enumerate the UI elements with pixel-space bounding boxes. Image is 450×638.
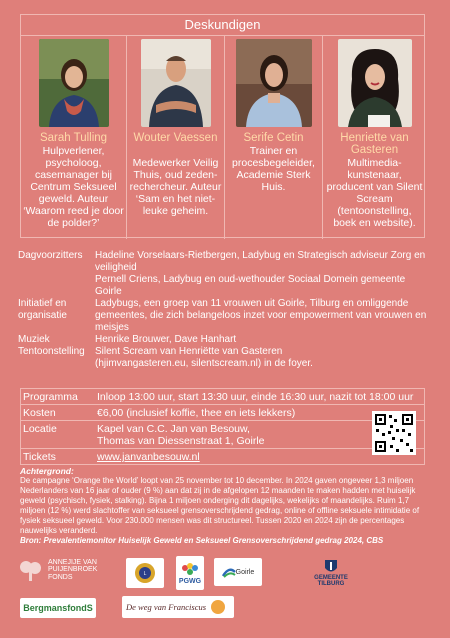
dagvoorzitters-value [95, 250, 428, 298]
kosten-value: €6,00 (inclusief koffie, thee en iets lekkers) [97, 407, 296, 419]
locatie-row [21, 421, 424, 449]
expert-card-4 [322, 35, 426, 239]
expert-card-1 [21, 35, 126, 239]
background-text: De campagne ‘Orange the World’ loopt van 25 november tot 10 december. In 2024 gaven ongeveer 1,3 miljoen Nederlanders van 16 jaar of ouder (9 %) aan dat zij in de afgelopen 12 maanden te maken hadden met huiselijk geweld (psychisch, fysiek, stalking). Bijna 1 miljoen onderging dit dagelijks, wekelijks of maandelijks. Ruim 1,7 miljoen (12 %) werd slachtoffer van seksueel grensoverschrijdend gedrag, online of offline seksuele intimidatie of fysiek seksueel geweld. Voor 230.000 mensen was dit structureel. Tussen 2020 en 2024 zijn de percentages nauwelijks veranderd. [20, 476, 420, 535]
expert-card-3 [224, 35, 322, 239]
expert-name-1: Sarah Tulling [39, 132, 108, 144]
experts-panel [20, 14, 425, 238]
tentoonstelling-line-1: Silent Scream van Henriëtte van Gasteren [95, 346, 283, 357]
expert-photo-1 [39, 39, 109, 127]
expert-card-2 [126, 35, 224, 239]
annejoes-line-2: PUIJENBROEK [48, 566, 98, 574]
expert-photo-2 [141, 39, 211, 127]
expert-photo-3 [236, 39, 312, 127]
initiatief-row [18, 298, 428, 334]
muziek-value: Henrike Brouwer, Dave Hanhart [95, 334, 237, 345]
background-heading: Achtergrond: [20, 466, 74, 476]
goirle-swoosh-icon [222, 566, 236, 578]
tree-icon [18, 559, 44, 581]
initiatief-label: Initiatief en organisatie [18, 298, 67, 321]
tentoonstelling-row [18, 346, 428, 370]
lions-emblem-icon [133, 561, 157, 585]
locatie-label: Locatie [23, 423, 57, 435]
hands-icon [180, 562, 200, 578]
muziek-label: Muziek [18, 334, 50, 345]
expert-desc-1: Hulpverlener, psycholoog, casemanager bij Centrum Seksueel geweld. Auteur ‘Waarom reed je door de polder?’ [23, 145, 124, 229]
locatie-value-1: Kapel van C.C. Jan van Besouw, [97, 423, 250, 435]
expert-name-3: Serife Cetin [243, 132, 304, 144]
tentoonstelling-links[interactable]: (hjimvangasteren.eu, silentscream.nl) in de foyer. [95, 358, 313, 369]
expert-name-2: Wouter Vaessen [133, 132, 218, 144]
programma-row [21, 389, 424, 405]
dagvoorzitters-label: Dagvoorzitters [18, 250, 83, 261]
lions-logo [126, 558, 164, 588]
dagvoorzitters-line-1: Hadeline Vorselaars-Rietbergen, Ladybug en Strategisch adviseur Zorg en veiligheid [95, 250, 426, 273]
annejoes-line-3: FONDS [48, 573, 73, 581]
pgwg-text: PGWG [178, 577, 202, 585]
tentoonstelling-value [95, 346, 428, 370]
sun-icon [209, 598, 227, 616]
background-source: Bron: Prevalentiemonitor Huiselijk Geweld en Seksueel Grensoverschrijdend gedrag 2024, CBS [20, 536, 384, 545]
info-section [18, 250, 428, 370]
bergmansfonds-logo [20, 598, 96, 618]
expert-photo-4 [338, 39, 412, 127]
expert-desc-3: Trainer en procesbegeleider, Academie Sterk Huis. [232, 145, 315, 193]
panel-title: Deskundigen [21, 15, 424, 36]
dagvoorzitters-row [18, 250, 428, 298]
background-section [20, 466, 428, 546]
tilburg-crest-icon [324, 559, 338, 575]
programma-label: Programma [23, 391, 78, 403]
goirle-logo [214, 558, 262, 586]
svg-text:L: L [143, 571, 147, 577]
tilburg-logo [306, 558, 356, 588]
programma-value: Inloop 13:00 uur, start 13:30 uur, einde 16:30 uur, nazit tot 18:00 uur [97, 391, 414, 403]
annejoes-fonds-logo [18, 558, 118, 582]
tilburg-text: GEMEENTE TILBURG [314, 575, 348, 587]
tentoonstelling-label: Tentoonstelling [18, 346, 85, 357]
tickets-link[interactable]: www.janvanbesouw.nl [97, 451, 200, 463]
tickets-row [21, 449, 424, 465]
pgwg-logo [176, 556, 204, 590]
franciscus-text: De weg van Franciscus [126, 602, 207, 612]
annejoes-line-1: ANNEJIJE VAN [48, 558, 97, 566]
goirle-text: Goirle [235, 568, 255, 576]
qr-code[interactable] [372, 411, 416, 455]
locatie-value-2: Thomas van Diessenstraat 1, Goirle [97, 435, 265, 447]
expert-desc-2: Medewerker Veilig Thuis, oud zeden-rechercheur. Auteur ‘Sam en het niet-leuke geheim. [129, 157, 222, 217]
expert-desc-4: Multimedia-kunstenaar, producent van Silent Scream (tentoonstelling, boek en website). [326, 157, 423, 229]
tickets-label: Tickets [23, 451, 56, 463]
expert-name-4: Henriette van Gasteren [340, 132, 409, 156]
event-details-box [20, 388, 425, 465]
bergmans-text: BergmansfondS [23, 603, 93, 613]
dagvoorzitters-line-2: Pernell Criens, Ladybug en oud-wethouder Sociaal Domein gemeente Goirle [95, 274, 406, 297]
kosten-label: Kosten [23, 407, 56, 419]
kosten-row [21, 405, 424, 421]
franciscus-logo [122, 596, 234, 618]
initiatief-value: Ladybugs, een groep van 11 vrouwen uit Goirle, Tilburg en omliggende gemeentes, die zich belangeloos inzet voor empowerment van vrouwen en meisjes [95, 298, 427, 333]
muziek-row [18, 334, 428, 346]
